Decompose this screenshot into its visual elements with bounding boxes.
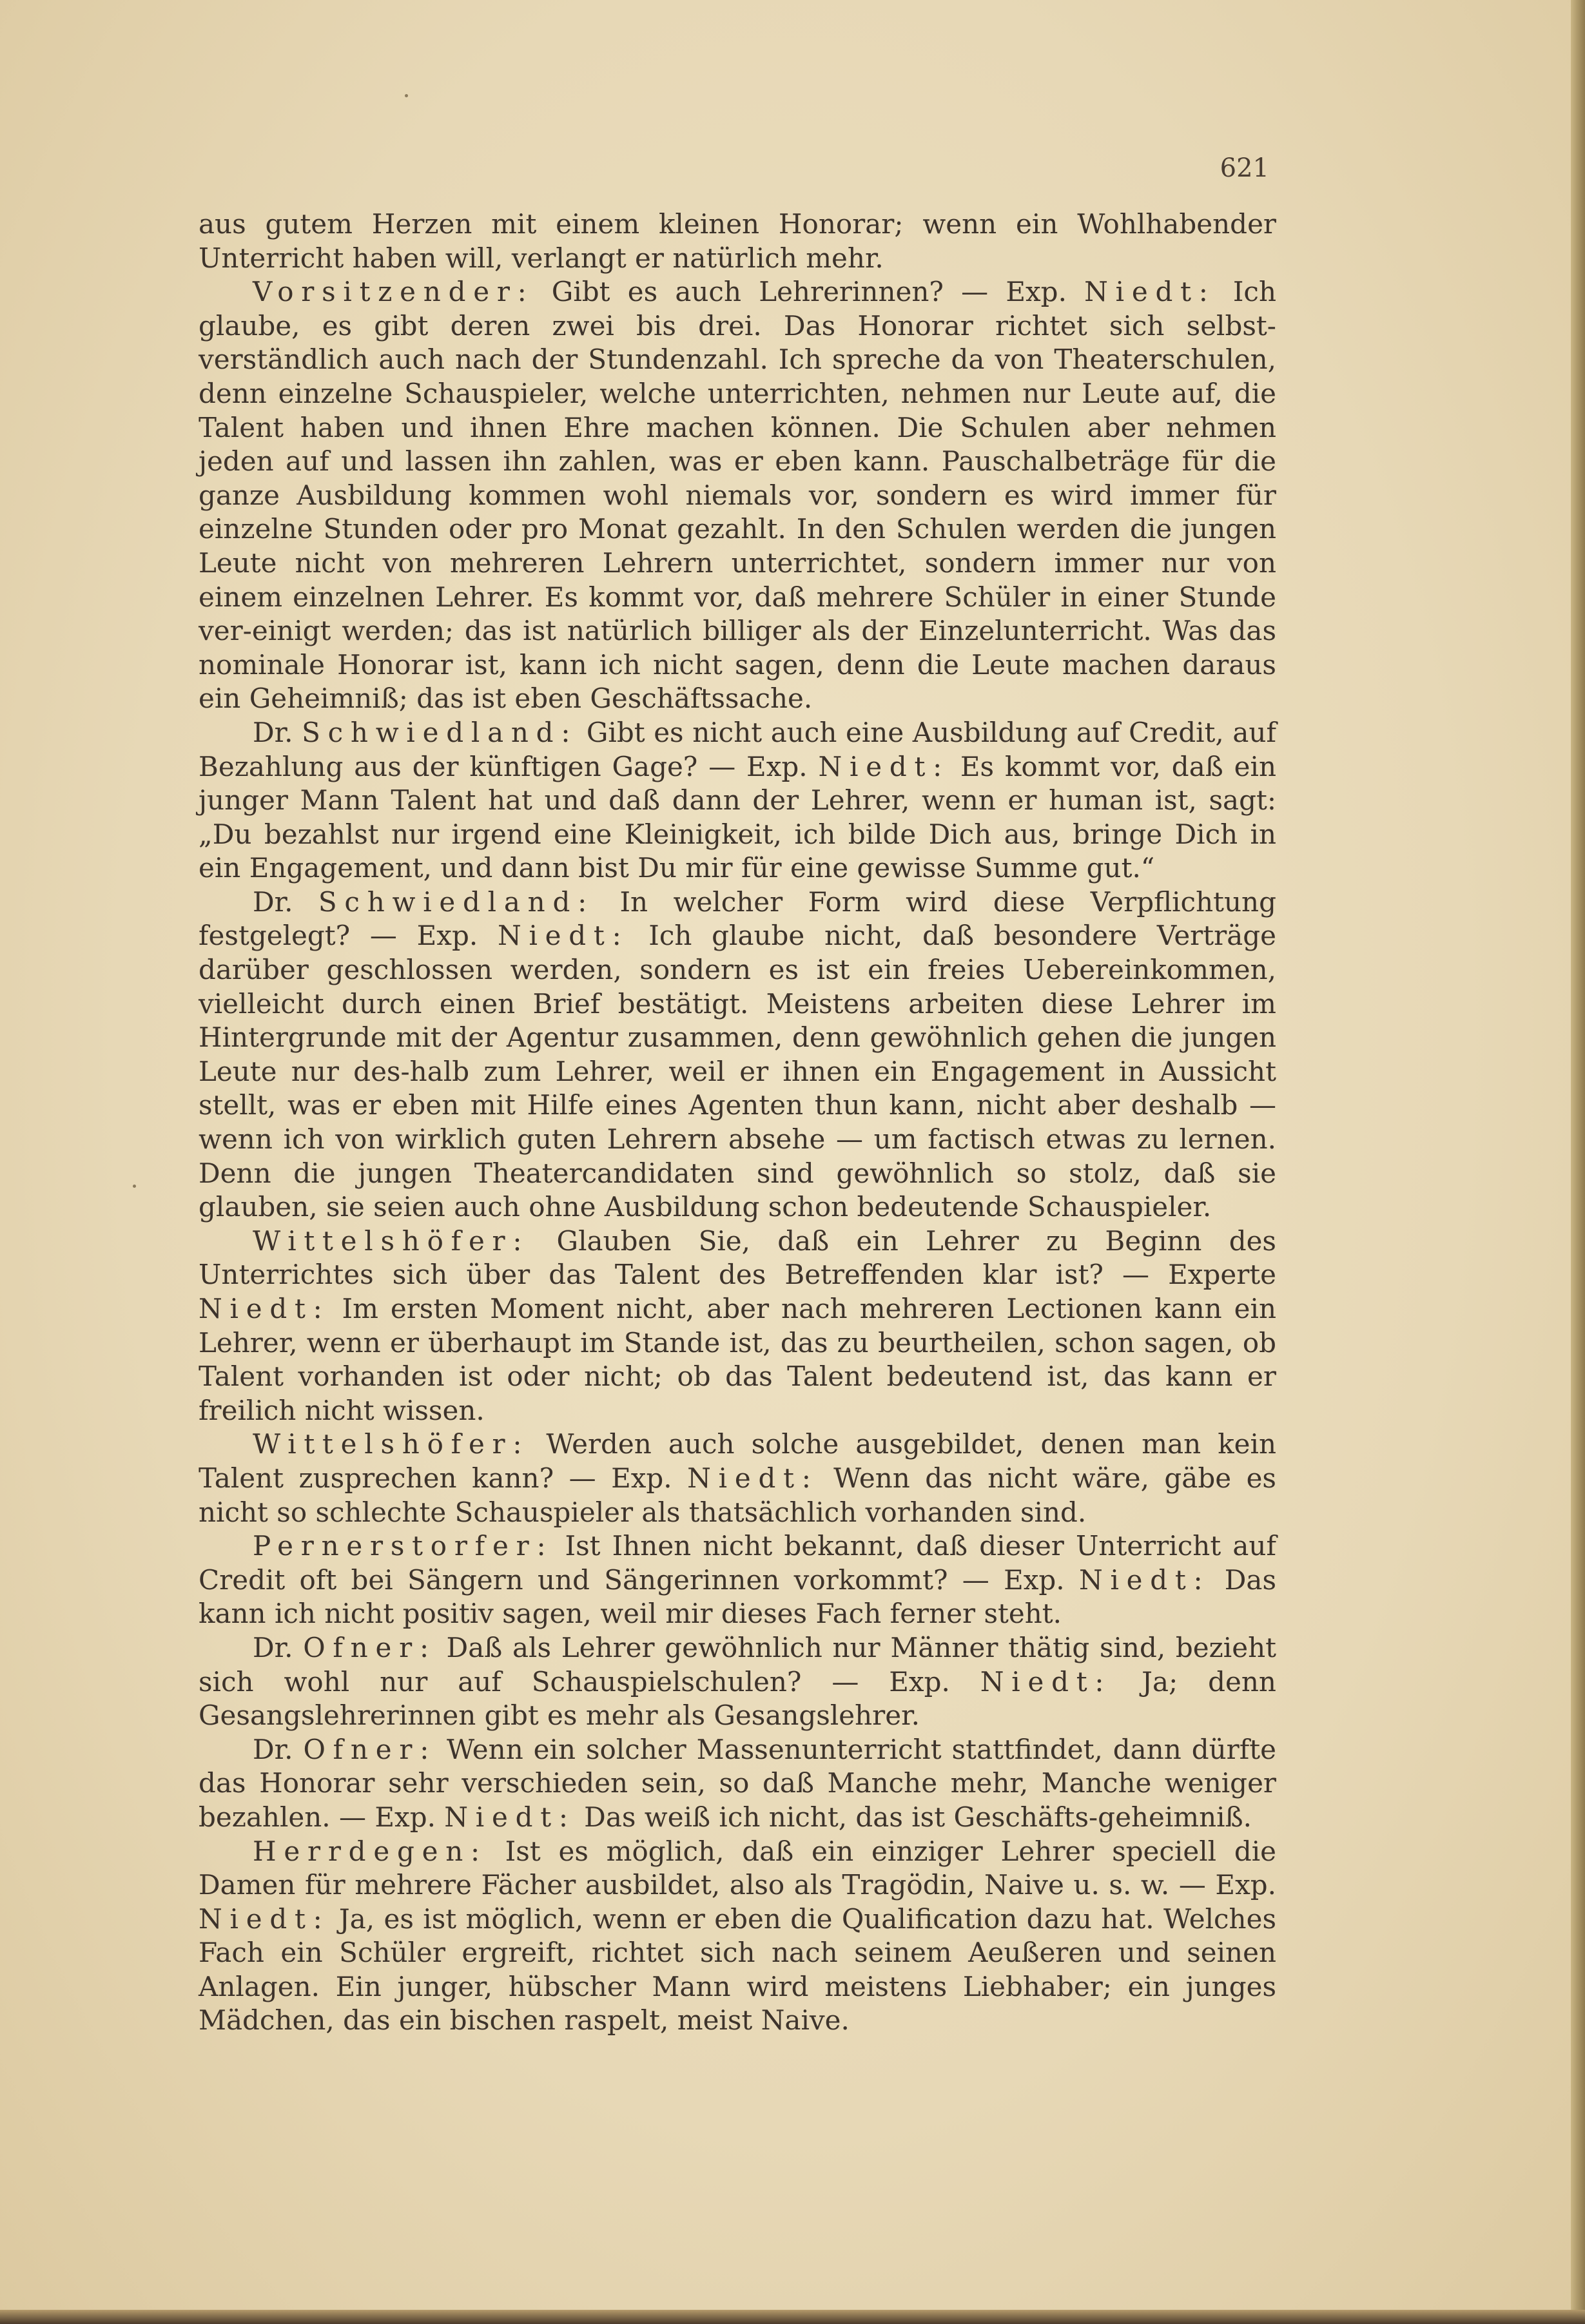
speaker-name: Ofner: xyxy=(303,1631,436,1663)
paragraph-text: Dr. xyxy=(253,1631,304,1663)
paper-speck xyxy=(405,94,408,97)
speaker-name: Schwiedland: xyxy=(302,716,578,748)
paragraph-text: Werden auch solche ausgebildet, denen man kein Talent zusprechen kann? — Exp. xyxy=(199,1428,1276,1494)
speaker-name: Niedt: xyxy=(687,1462,819,1494)
paragraph xyxy=(199,1225,1276,1428)
speaker-name: Niedt: xyxy=(444,1801,576,1833)
page-number: 621 xyxy=(1220,153,1269,183)
speaker-name: Pernerstorfer: xyxy=(253,1530,554,1562)
paragraph xyxy=(199,1428,1276,1529)
paragraph xyxy=(199,716,1276,886)
paragraph-text: Wenn ein solcher Massenunterricht stattfindet, dann dürfte das Honorar sehr verschieden sein, so daß Manche mehr, Manche weniger bezahlen. — Exp. xyxy=(199,1733,1276,1833)
paragraph-text: Ich glaube nicht, daß besondere Verträge darüber geschlossen werden, sondern es ist ein freies Uebereinkommen, vielleicht durch einen Brief bestätigt. Meistens arbeiten diese Lehrer im Hintergrunde mit der Agentur zusammen, denn gewöhnlich gehen die jungen Leute nur des-halb zum Lehrer, weil er ihnen ein Engagement in Aussicht stellt, was er eben mit Hilfe eines Agenten thun kann, nicht aber deshalb — wenn ich von wirklich guten Lehrern absehe — um factisch etwas zu lernen. Denn die jungen Theatercandidaten sind gewöhnlich so stolz, daß sie glauben, sie seien auch ohne Ausbildung schon bedeutende Schauspieler. xyxy=(199,920,1276,1223)
paragraph-text: Glauben Sie, daß ein Lehrer zu Beginn des Unterrichtes sich über das Talent des Betreffenden klar ist? — Experte xyxy=(199,1225,1276,1291)
paragraph-text: Ja, es ist möglich, wenn er eben die Qualification dazu hat. Welches Fach ein Schüler ergreift, richtet sich nach seinem Aeußeren und seinen Anlagen. Ein junger, hübscher Mann wird meistens Liebhaber; ein junges Mädchen, das ein bischen raspelt, meist Naive. xyxy=(199,1903,1276,2037)
speaker-name: Wittelshöfer: xyxy=(253,1428,530,1460)
paragraph xyxy=(199,1835,1276,2038)
speaker-name: Ofner: xyxy=(303,1733,437,1765)
paragraph-text: Wenn das nicht wäre, gäbe es nicht so schlechte Schauspieler als thatsächlich vorhanden sind. xyxy=(199,1462,1276,1528)
speaker-name: Herrdegen: xyxy=(253,1835,487,1867)
paragraph xyxy=(199,208,1276,275)
paragraph-text: Das kann ich nicht positiv sagen, weil mir dieses Fach ferner steht. xyxy=(199,1564,1276,1630)
speaker-name: Wittelshöfer: xyxy=(253,1225,530,1257)
paragraph xyxy=(199,275,1276,716)
paragraph-text: Es kommt vor, daß ein junger Mann Talent hat und daß dann der Lehrer, wenn er human ist, sagt: „Du bezahlst nur irgend eine Kleinigkeit, ich bilde Dich aus, bringe Dich in ein Engagement, und dann bist Du mir für eine gewisse Summe gut.“ xyxy=(199,750,1276,884)
paragraph xyxy=(199,1631,1276,1733)
paragraph-text: Dr. xyxy=(253,716,302,748)
page-edge-right xyxy=(1571,0,1585,2324)
paragraph-text: Dr. xyxy=(253,886,318,918)
paper-speck xyxy=(133,1185,136,1188)
paragraph xyxy=(199,1733,1276,1835)
speaker-name: Niedt: xyxy=(1084,276,1216,308)
paragraph xyxy=(199,886,1276,1225)
paragraph-text: In welcher Form wird diese Verpflichtung festgelegt? — Exp. xyxy=(199,886,1276,952)
paragraph-text: Im ersten Moment nicht, aber nach mehreren Lectionen kann ein Lehrer, wenn er überhaupt im Stande ist, das zu beurtheilen, schon sagen, ob Talent vorhanden ist oder nicht; ob das Talent bedeutend ist, das kann er freilich nicht wissen. xyxy=(199,1293,1276,1426)
speaker-name: Niedt: xyxy=(1078,1564,1211,1596)
speaker-name: Niedt: xyxy=(199,1293,330,1324)
speaker-name: Niedt: xyxy=(199,1903,330,1935)
paragraph-text: Ist es möglich, daß ein einziger Lehrer speciell die Damen für mehrere Fächer ausbildet, also als Tragödin, Naive u. s. w. — Exp. xyxy=(199,1835,1276,1901)
paragraph-text: aus gutem Herzen mit einem kleinen Honorar; wenn ein Wohlhabender Unterricht haben will, verlangt er natürlich mehr. xyxy=(199,208,1276,274)
speaker-name: Vorsitzender: xyxy=(253,276,534,308)
speaker-name: Schwiedland: xyxy=(318,886,595,918)
paragraph-text: Ja; denn Gesangslehrerinnen gibt es mehr als Gesangslehrer. xyxy=(199,1665,1276,1732)
paragraph-text: Dr. xyxy=(253,1733,304,1765)
paragraph-text: Das weiß ich nicht, das ist Geschäfts-geheimniß. xyxy=(575,1801,1252,1833)
speaker-name: Niedt: xyxy=(818,750,950,782)
speaker-name: Niedt: xyxy=(980,1665,1112,1698)
paragraph-text: Gibt es nicht auch eine Ausbildung auf Credit, auf Bezahlung aus der künftigen Gage? — Exp. xyxy=(199,716,1276,782)
speaker-name: Niedt: xyxy=(497,920,629,952)
paragraph-text: Daß als Lehrer gewöhnlich nur Männer thätig sind, bezieht sich wohl nur auf Schauspielschulen? — Exp. xyxy=(199,1631,1276,1698)
paragraph xyxy=(199,1529,1276,1631)
body-text xyxy=(199,208,1276,2038)
paragraph-text: Ich glaube, es gibt deren zwei bis drei. Das Honorar richtet sich selbst-verständlich auch nach der Stundenzahl. Ich spreche da von Theaterschulen, denn einzelne Schauspieler, welche unterrichten, nehmen nur Leute auf, die Talent haben und ihnen Ehre machen können. Die Schulen aber nehmen jeden auf und lassen ihn zahlen, was er eben kann. Pauschalbeträge für die ganze Ausbildung kommen wohl niemals vor, sondern es wird immer für einzelne Stunden oder pro Monat gezahlt. In den Schulen werden die jungen Leute nicht von mehreren Lehrern unterrichtet, sondern immer nur von einem einzelnen Lehrer. Es kommt vor, daß mehrere Schüler in einer Stunde ver-einigt werden; das ist natürlich billiger als der Einzelunterricht. Was das nominale Honorar ist, kann ich nicht sagen, denn die Leute machen daraus ein Geheimniß; das ist eben Geschäftssache. xyxy=(199,276,1276,715)
paragraph-text: Ist Ihnen nicht bekannt, daß dieser Unterricht auf Credit oft bei Sängern und Sängerinnen vorkommt? — Exp. xyxy=(199,1530,1276,1596)
page-edge-bottom xyxy=(0,2310,1585,2324)
paragraph-text: Gibt es auch Lehrerinnen? — Exp. xyxy=(534,276,1085,308)
